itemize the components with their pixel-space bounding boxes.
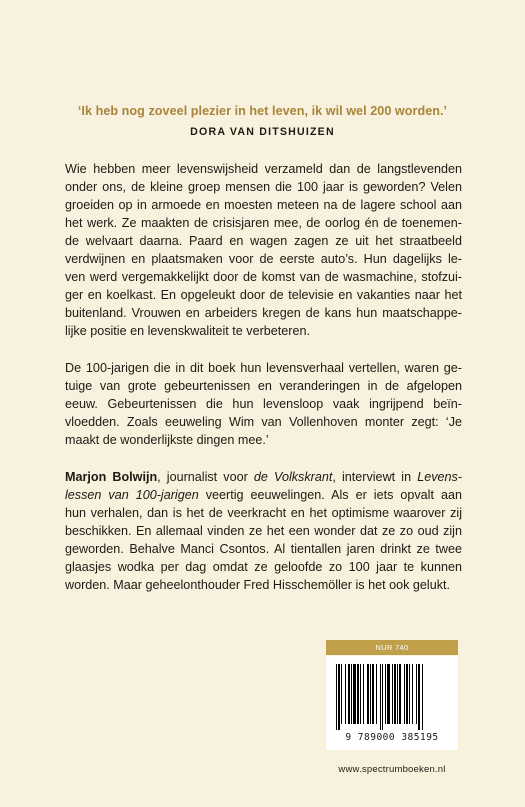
barcode-bar <box>370 664 371 724</box>
text-line: hun verhalen, dan is het de veerkracht en het optimisme waarover zij <box>65 506 462 520</box>
barcode-bar <box>412 664 413 724</box>
text-line: het werk. Ze maakten de crisisjaren mee, de oorlog én de toenemen- <box>65 216 462 230</box>
paragraph-3 <box>65 468 462 594</box>
publisher-website: www.spectrumboeken.nl <box>338 764 446 775</box>
text-line: worden. Maar geheelonthouder Fred Hisschemöller is het ook gelukt. <box>65 578 451 592</box>
book-title: lessen van 100-jarigen <box>65 488 199 502</box>
barcode-bar <box>351 664 352 724</box>
isbn-number: 9 789000 385195 <box>345 732 439 743</box>
text-line: beschikken. En allemaal vinden ze het een wonder dat ze zo oud zijn <box>65 524 462 538</box>
back-cover-quote: ‘Ik heb nog zoveel plezier in het leven, ik wil wel 200 worden.’ <box>77 104 448 118</box>
text-line: verdwijnen en plaatsmaken voor de eerste auto’s. Hun dagelijks le- <box>65 252 462 266</box>
text-line: geworden. Behalve Manci Csontos. Al tientallen jaren drinkt ze twee <box>65 542 462 556</box>
text-line: De 100-jarigen die in dit boek hun levensverhaal vertellen, waren ge- <box>65 361 462 375</box>
barcode-bar <box>363 664 364 724</box>
text-line: maakt de wonderlijkste dingen mee.’ <box>65 433 269 447</box>
barcode-bar <box>345 664 346 724</box>
text-line <box>65 486 462 504</box>
barcode-bar <box>380 664 381 730</box>
text-run: , interviewt in <box>332 470 418 484</box>
barcode-bar <box>360 664 361 724</box>
text-line: lijke positie en levenskwaliteit te verbeteren. <box>65 324 311 338</box>
barcode-bar <box>341 664 342 724</box>
barcode-box <box>326 656 458 750</box>
text-line: vloedden. Zoals eeuweling Wim van Vollenhoven monter zegt: ‘Je <box>65 415 462 429</box>
author-name: Marjon Bolwijn <box>65 470 158 484</box>
blurb-text <box>65 160 462 613</box>
barcode-bar <box>399 664 401 724</box>
barcode-bar <box>382 664 383 730</box>
barcode-bar <box>387 664 390 724</box>
text-line: onder ons, de kleine groep mensen die 100 jaar is geworden? Velen <box>65 180 462 194</box>
barcode-bar <box>376 664 377 724</box>
newspaper-name: de Volkskrant <box>253 470 333 484</box>
paragraph-1 <box>65 160 462 340</box>
quote-author: DORA VAN DITSHUIZEN <box>190 126 335 138</box>
paragraph-2 <box>65 359 462 449</box>
barcode-bar <box>348 664 350 724</box>
barcode-bar <box>416 664 417 724</box>
book-title: Levens- <box>417 470 462 484</box>
barcode-bar <box>394 664 396 724</box>
text-line: tuige van grote gebeurtenissen en veranderingen in de afgelopen <box>65 379 462 393</box>
barcode-bar <box>353 664 356 724</box>
text-line <box>65 468 462 486</box>
barcode-bar <box>338 664 340 730</box>
nur-code-band: NUR 740 <box>326 640 458 655</box>
barcode-icon <box>334 664 450 730</box>
barcode-bar <box>422 664 423 730</box>
text-line: buitenland. Vrouwen en arbeiders kregen de kans hun maatschappe- <box>65 306 462 320</box>
text-line: glaasjes wodka per dag omdat ze geloofde zo 100 jaar te kunnen <box>65 560 462 574</box>
text-line: ger en koelkast. En opgeleukt door de televisie en vakanties naar het <box>65 288 462 302</box>
text-run: veertig eeuwelingen. Als er iets opvalt aan <box>198 488 462 502</box>
barcode-bar <box>392 664 393 724</box>
text-line: groeiden op in armoede en moesten meteen na de lagere school aan <box>65 198 462 212</box>
barcode-bar <box>367 664 369 724</box>
barcode-bar <box>397 664 398 724</box>
barcode-bar <box>372 664 374 724</box>
text-line: ven werd vergemakkelijkt door de komst van de wasmachine, stofzui- <box>65 270 462 284</box>
barcode-bar <box>336 664 337 730</box>
barcode-bar <box>404 664 405 724</box>
barcode-bar <box>418 664 420 730</box>
text-line: eeuw. Gebeurtenissen die hun levensloop vaak ingrijpend beïn- <box>65 397 462 411</box>
text-run: , journalist voor <box>157 470 254 484</box>
barcode-bar <box>385 664 386 724</box>
text-line: de welvaart daarna. Paard en wagen zagen ze uit het straatbeeld <box>65 234 462 248</box>
barcode-bar <box>406 664 408 724</box>
text-line: Wie hebben meer levenswijsheid verzameld dan de langstlevenden <box>65 162 462 176</box>
barcode-bar <box>357 664 359 724</box>
barcode-bar <box>409 664 410 724</box>
